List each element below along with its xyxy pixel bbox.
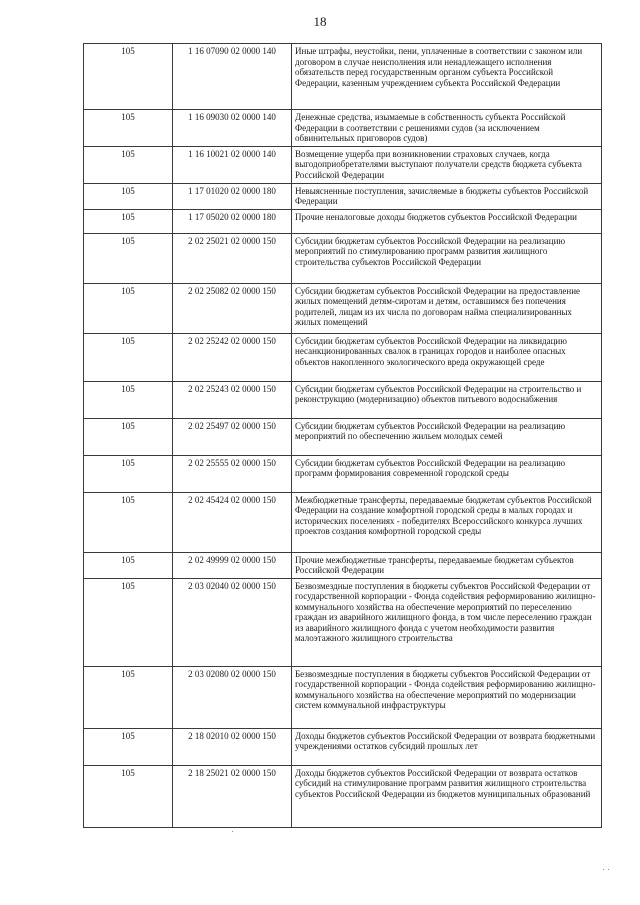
- revenue-name-cell: Безвозмездные поступления в бюджеты субъектов Российской Федерации от государственной корпорации - Фонда содействия реформированию жилищно-коммунального хозяйства на обеспечение мероприятий по модернизации систем коммунальной инфраструктуры: [292, 666, 602, 728]
- revenue-code-cell: 2 02 25242 02 0000 150: [173, 333, 292, 381]
- table-row: [84, 666, 602, 728]
- revenue-name-cell: Невыясненные поступления, зачисляемые в бюджеты субъектов Российской Федерации: [292, 183, 602, 209]
- admin-code-cell: 105: [84, 455, 173, 492]
- admin-code-cell: 105: [84, 381, 173, 418]
- admin-code-cell: 105: [84, 578, 173, 666]
- revenue-name-cell: Иные штрафы, неустойки, пени, уплаченные в соответствии с законом или договором в случае неисполнения или ненадлежащего исполнения обязательств перед государственным органом субъекта Российской Федерации, казенным учреждением субъекта Российской Федерации: [292, 44, 602, 110]
- table-row: [84, 146, 602, 183]
- table-row: [84, 492, 602, 552]
- table-row: [84, 578, 602, 666]
- revenue-code-cell: 2 03 02040 02 0000 150: [173, 578, 292, 666]
- table-row: [84, 728, 602, 765]
- revenue-code-cell: 2 02 25243 02 0000 150: [173, 381, 292, 418]
- revenue-name-cell: Субсидии бюджетам субъектов Российской Федерации на строительство и реконструкцию (модернизацию) объектов питьевого водоснабжения: [292, 381, 602, 418]
- revenue-code-cell: 1 16 10021 02 0000 140: [173, 146, 292, 183]
- revenue-name-cell: Межбюджетные трансферты, передаваемые бюджетам субъектов Российской Федерации на создание комфортной городской среды в малых городах и исторических поселениях - победителях Всероссийского конкурса лучших проектов создания комфортной городской среды: [292, 492, 602, 552]
- revenue-name-cell: Доходы бюджетов субъектов Российской Федерации от возврата бюджетными учреждениями остатков субсидий прошлых лет: [292, 728, 602, 765]
- admin-code-cell: 105: [84, 765, 173, 827]
- table-row: [84, 183, 602, 209]
- admin-code-cell: 105: [84, 492, 173, 552]
- admin-code-cell: 105: [84, 728, 173, 765]
- admin-code-cell: 105: [84, 233, 173, 283]
- revenue-name-cell: Субсидии бюджетам субъектов Российской Федерации на предоставление жилых помещений детям-сиротам и детям, оставшимся без попечения родителей, лицам из их числа по договорам найма специализированных жилых помещений: [292, 283, 602, 333]
- table-row: [84, 765, 602, 827]
- table-row: [84, 381, 602, 418]
- revenue-code-cell: 2 02 25555 02 0000 150: [173, 455, 292, 492]
- revenue-name-cell: Субсидии бюджетам субъектов Российской Федерации на ликвидацию несанкционированных свалок в границах городов и наиболее опасных объектов накопленного экологического вреда окружающей среде: [292, 333, 602, 381]
- admin-code-cell: 105: [84, 666, 173, 728]
- revenue-code-cell: 2 18 02010 02 0000 150: [173, 728, 292, 765]
- revenue-name-cell: Субсидии бюджетам субъектов Российской Федерации на реализацию мероприятий по обеспечению жильем молодых семей: [292, 418, 602, 455]
- admin-code-cell: 105: [84, 418, 173, 455]
- admin-code-cell: 105: [84, 333, 173, 381]
- revenue-code-cell: 1 17 05020 02 0000 180: [173, 209, 292, 233]
- admin-code-cell: 105: [84, 110, 173, 147]
- table-row: [84, 110, 602, 147]
- table-row: [84, 552, 602, 578]
- scan-speck: [608, 869, 609, 870]
- table-row: [84, 333, 602, 381]
- revenue-code-cell: 2 02 45424 02 0000 150: [173, 492, 292, 552]
- revenue-name-cell: Субсидии бюджетам субъектов Российской Федерации на реализацию программ формирования современной городской среды: [292, 455, 602, 492]
- revenue-code-cell: 1 16 09030 02 0000 140: [173, 110, 292, 147]
- scan-speck: [603, 869, 604, 870]
- revenue-name-cell: Возмещение ущерба при возникновении страховых случаев, когда выгодоприобретателями выступают получатели средств бюджета субъекта Российской Федерации: [292, 146, 602, 183]
- admin-code-cell: 105: [84, 209, 173, 233]
- revenue-codes-table: [83, 43, 602, 828]
- revenue-code-cell: 2 02 49999 02 0000 150: [173, 552, 292, 578]
- page-number: 18: [313, 14, 327, 29]
- revenue-code-cell: 1 16 07090 02 0000 140: [173, 44, 292, 110]
- revenue-code-cell: 2 18 25021 02 0000 150: [173, 765, 292, 827]
- admin-code-cell: 105: [84, 183, 173, 209]
- revenue-code-cell: 2 02 25082 02 0000 150: [173, 283, 292, 333]
- table-row: [84, 44, 602, 110]
- table-row: [84, 283, 602, 333]
- revenue-code-cell: 1 17 01020 02 0000 180: [173, 183, 292, 209]
- admin-code-cell: 105: [84, 44, 173, 110]
- revenue-code-cell: 2 02 25021 02 0000 150: [173, 233, 292, 283]
- admin-code-cell: 105: [84, 552, 173, 578]
- table-row: [84, 418, 602, 455]
- admin-code-cell: 105: [84, 283, 173, 333]
- revenue-name-cell: Прочие неналоговые доходы бюджетов субъектов Российской Федерации: [292, 209, 602, 233]
- revenue-code-cell: 2 02 25497 02 0000 150: [173, 418, 292, 455]
- table-row: [84, 233, 602, 283]
- revenue-name-cell: Денежные средства, изымаемые в собственность субъекта Российской Федерации в соответствии с решениями судов (за исключением обвинительных приговоров судов): [292, 110, 602, 147]
- revenue-name-cell: Субсидии бюджетам субъектов Российской Федерации на реализацию мероприятий по стимулированию программ развития жилищного строительства субъектов Российской Федерации: [292, 233, 602, 283]
- revenue-code-cell: 2 03 02080 02 0000 150: [173, 666, 292, 728]
- revenue-name-cell: Прочие межбюджетные трансферты, передаваемые бюджетам субъектов Российской Федерации: [292, 552, 602, 578]
- table-row: [84, 209, 602, 233]
- table-row: [84, 455, 602, 492]
- scan-speck: [232, 831, 233, 832]
- admin-code-cell: 105: [84, 146, 173, 183]
- revenue-name-cell: Доходы бюджетов субъектов Российской Федерации от возврата остатков субсидий на стимулирование программ развития жилищного строительства субъектов Российской Федерации из бюджетов муниципальных образований: [292, 765, 602, 827]
- revenue-name-cell: Безвозмездные поступления в бюджеты субъектов Российской Федерации от государственной корпорации - Фонда содействия реформированию жилищно-коммунального хозяйства на обеспечение мероприятий по переселению граждан из аварийного жилищного фонда, в том числе переселению граждан из аварийного жилищного фонда с учетом необходимости развития малоэтажного жилищного строительства: [292, 578, 602, 666]
